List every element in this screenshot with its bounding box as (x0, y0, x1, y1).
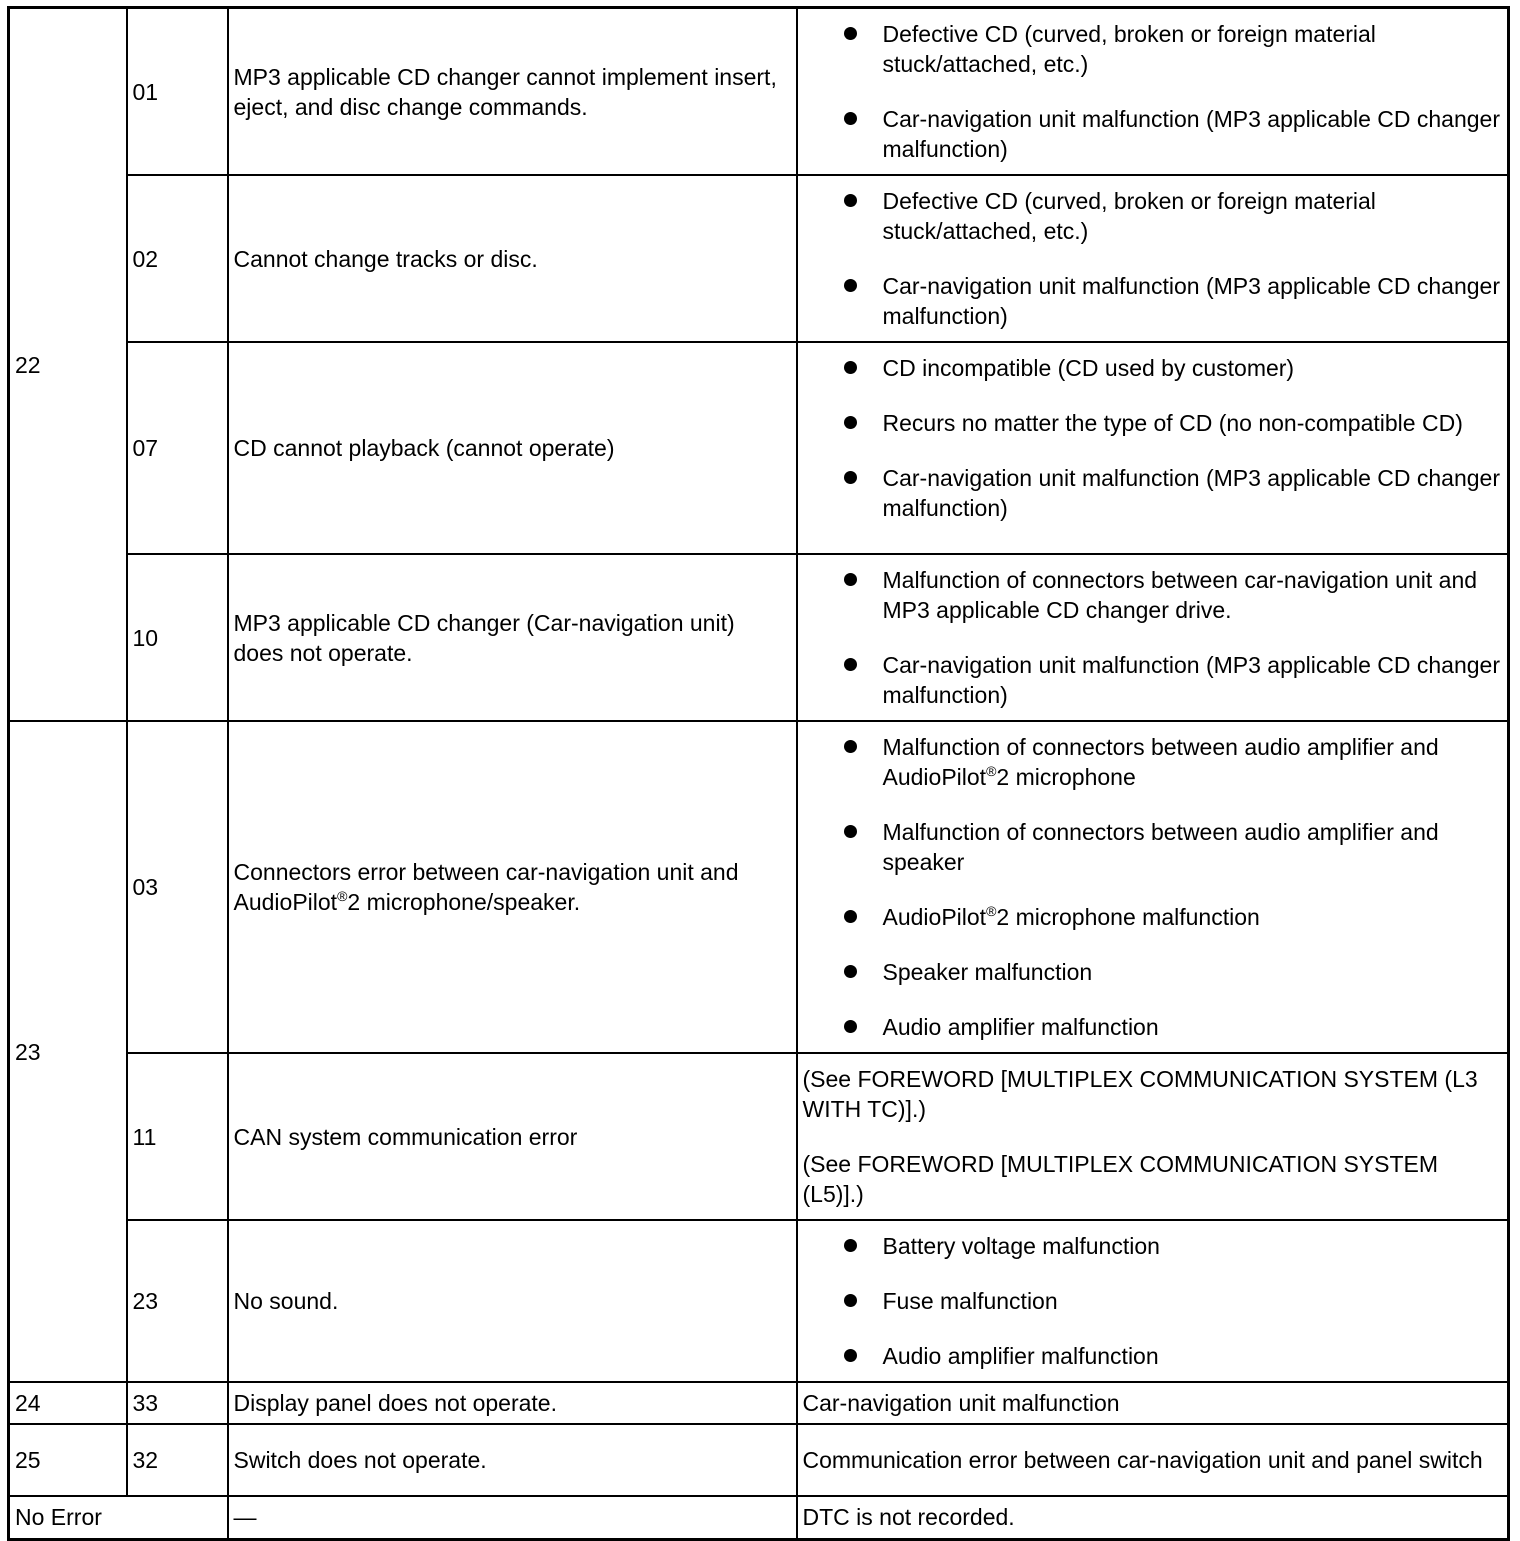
dtc-primary-code: 22 (9, 8, 127, 722)
symptom-cell: Display panel does not operate. (228, 1382, 797, 1424)
cause-item: Malfunction of connectors between audio amplifier and AudioPilot®2 microphone (844, 732, 1503, 792)
cause-cell (797, 721, 1509, 1053)
symptom-cell: CD cannot playback (cannot operate) (228, 342, 797, 554)
table-row (9, 721, 1509, 1053)
cause-list (803, 565, 1503, 710)
cause-cell: Car-navigation unit malfunction (797, 1382, 1509, 1424)
cause-item: Fuse malfunction (844, 1286, 1503, 1316)
cause-list (803, 353, 1503, 523)
cause-item: Audio amplifier malfunction (844, 1012, 1503, 1042)
symptom-cell: — (228, 1496, 797, 1539)
cause-list (803, 186, 1503, 331)
cause-item: CD incompatible (CD used by customer) (844, 353, 1503, 383)
symptom-cell: Cannot change tracks or disc. (228, 175, 797, 342)
cause-item: Battery voltage malfunction (844, 1231, 1503, 1261)
cause-cell (797, 342, 1509, 554)
symptom-cell: MP3 applicable CD changer (Car-navigation unit) does not operate. (228, 554, 797, 721)
symptom-cell: CAN system communication error (228, 1053, 797, 1220)
symptom-cell: Switch does not operate. (228, 1424, 797, 1496)
table-row (9, 1220, 1509, 1382)
cause-cell (797, 175, 1509, 342)
dtc-secondary-code: 32 (127, 1424, 228, 1496)
table-row (9, 175, 1509, 342)
registered-mark: ® (986, 903, 997, 919)
registered-mark: ® (986, 763, 997, 779)
cause-cell (797, 1220, 1509, 1382)
table-row (9, 554, 1509, 721)
symptom-cell: No sound. (228, 1220, 797, 1382)
symptom-cell: Connectors error between car-navigation unit and AudioPilot®2 microphone/speaker. (228, 721, 797, 1053)
cause-cell: DTC is not recorded. (797, 1496, 1509, 1539)
cause-item: Defective CD (curved, broken or foreign material stuck/attached, etc.) (844, 186, 1503, 246)
cause-item: Recurs no matter the type of CD (no non-compatible CD) (844, 408, 1503, 438)
cause-item: Audio amplifier malfunction (844, 1341, 1503, 1371)
registered-mark: ® (337, 888, 348, 904)
table-row (9, 1424, 1509, 1496)
dtc-primary-code: 23 (9, 721, 127, 1382)
dtc-secondary-code: 01 (127, 8, 228, 176)
cause-item: Car-navigation unit malfunction (MP3 applicable CD changer malfunction) (844, 271, 1503, 331)
table-row (9, 1053, 1509, 1220)
cause-item: Car-navigation unit malfunction (MP3 applicable CD changer malfunction) (844, 463, 1503, 523)
cause-item: Malfunction of connectors between audio amplifier and speaker (844, 817, 1503, 877)
dtc-secondary-code: 11 (127, 1053, 228, 1220)
dtc-table (7, 6, 1510, 1541)
foreword-note: (See FOREWORD [MULTIPLEX COMMUNICATION SYSTEM (L3 WITH TC)].) (802, 1066, 1478, 1122)
dtc-secondary-code: 23 (127, 1220, 228, 1382)
dtc-primary-code: 24 (9, 1382, 127, 1424)
dtc-secondary-code: 07 (127, 342, 228, 554)
table-row (9, 342, 1509, 554)
cause-item: Defective CD (curved, broken or foreign material stuck/attached, etc.) (844, 19, 1503, 79)
symptom-cell: MP3 applicable CD changer cannot implement insert, eject, and disc change commands. (228, 8, 797, 176)
cause-cell (797, 8, 1509, 176)
cause-item: AudioPilot®2 microphone malfunction (844, 902, 1503, 932)
cause-item: Car-navigation unit malfunction (MP3 applicable CD changer malfunction) (844, 650, 1503, 710)
cause-item: Malfunction of connectors between car-navigation unit and MP3 applicable CD changer drive. (844, 565, 1503, 625)
dtc-secondary-code: 10 (127, 554, 228, 721)
dtc-secondary-code: 02 (127, 175, 228, 342)
dtc-secondary-code: 33 (127, 1382, 228, 1424)
table-row (9, 1496, 1509, 1539)
cause-item: Speaker malfunction (844, 957, 1503, 987)
table-row (9, 8, 1509, 176)
cause-cell (797, 554, 1509, 721)
cause-list (803, 732, 1503, 1042)
cause-list (803, 1231, 1503, 1371)
cause-cell (797, 1053, 1509, 1220)
table-row (9, 1382, 1509, 1424)
cause-cell: Communication error between car-navigation unit and panel switch (797, 1424, 1509, 1496)
dtc-primary-code: No Error (9, 1496, 228, 1539)
dtc-secondary-code: 03 (127, 721, 228, 1053)
cause-item: Car-navigation unit malfunction (MP3 applicable CD changer malfunction) (844, 104, 1503, 164)
dtc-primary-code: 25 (9, 1424, 127, 1496)
foreword-note: (See FOREWORD [MULTIPLEX COMMUNICATION SYSTEM (L5)].) (802, 1151, 1439, 1207)
cause-list (803, 19, 1503, 164)
